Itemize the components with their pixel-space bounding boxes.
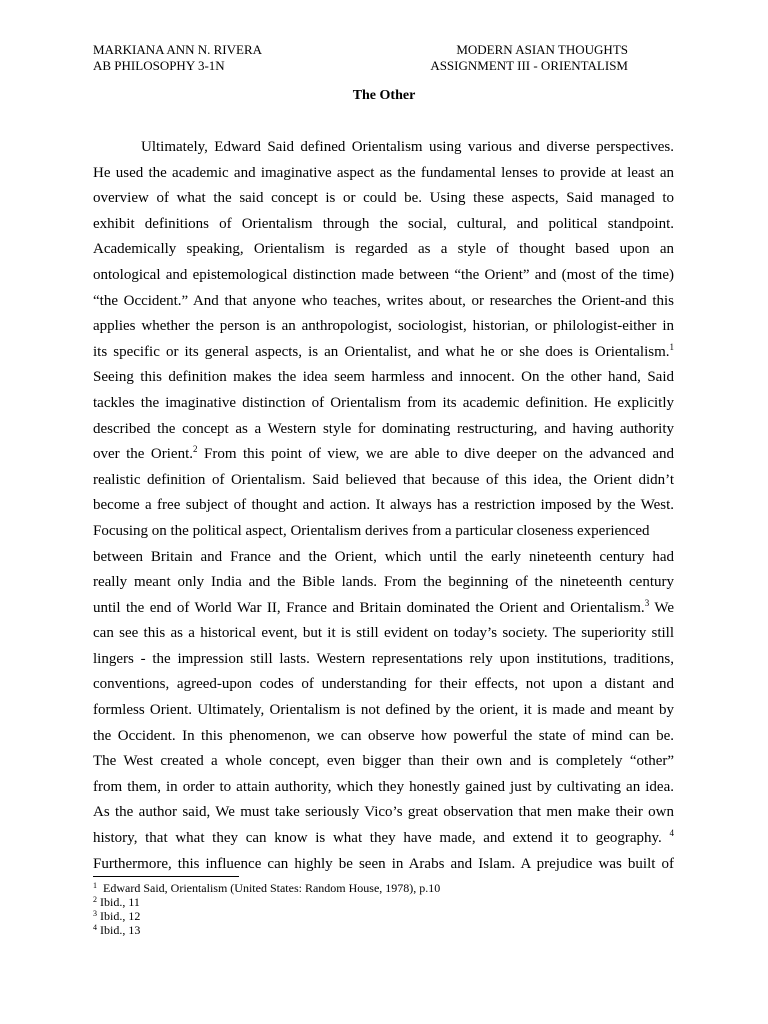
body-line: Focusing on the political aspect, Orientalism derives from a particular closeness experienced bbox=[93, 522, 650, 539]
body-line: As the author said, We must take seriously Vico’s great observation that men make their own bbox=[93, 804, 674, 821]
body-line bbox=[93, 442, 674, 468]
essay-title: The Other bbox=[352, 88, 416, 103]
body-line: overview of what the said concept is or could be. Using these aspects, Said managed to bbox=[93, 190, 674, 207]
body-line: Academically speaking, Orientalism is regarded as a style of thought based upon an bbox=[93, 241, 674, 258]
body-line-text: history, that what they can know is what they have made, and extend it to geography. bbox=[93, 830, 662, 847]
student-section: AB PHILOSOPHY 3-1N bbox=[93, 58, 225, 73]
footnote-text: Edward Said, Orientalism (United States: Random House, 1978), p.10 bbox=[97, 881, 441, 895]
author-name: MARKIANA ANN N. RIVERA bbox=[93, 42, 263, 57]
footnote-mark: 1 bbox=[93, 881, 97, 890]
footnote-mark: 4 bbox=[93, 923, 97, 932]
body-line: become a free subject of thought and action. It always has a restriction imposed by the West. bbox=[93, 497, 674, 514]
essay-body bbox=[93, 135, 674, 877]
body-line: He used the academic and imaginative aspect as the fundamental lenses to provide at least an bbox=[93, 164, 674, 181]
body-line: from them, in order to attain authority, which they honestly gained just by cultivating an idea. bbox=[93, 778, 674, 795]
footnote bbox=[93, 909, 440, 923]
body-line: can see this as a historical event, but it is still evident on today’s society. The superiority still bbox=[93, 625, 674, 642]
assignment-name: ASSIGNMENT III - ORIENTALISM bbox=[430, 58, 628, 73]
body-line: described the concept as a Western style for dominating restructuring, and having authority bbox=[93, 420, 674, 437]
footnote-text: Ibid., 11 bbox=[97, 895, 140, 909]
footnotes bbox=[93, 881, 440, 937]
body-line-text: From this point of view, we are able to dive deeper on the advanced and bbox=[197, 446, 674, 463]
footnote bbox=[93, 895, 440, 909]
body-line: really meant only India and the Bible lands. From the beginning of the nineteenth century bbox=[93, 574, 674, 591]
footnote-mark: 2 bbox=[93, 895, 97, 904]
body-line: The West created a whole concept, even bigger than their own and is completely “other” bbox=[93, 753, 674, 770]
body-line: Seeing this definition makes the idea seem harmless and innocent. On the other hand, Said bbox=[93, 369, 674, 386]
body-line-text: We bbox=[649, 599, 674, 616]
body-line: ontological and epistemological distinction made between “the Orient” and (most of the time) bbox=[93, 266, 674, 283]
body-line: applies whether the person is an anthropologist, sociologist, historian, or philologist-either in bbox=[93, 318, 674, 335]
body-line: tackles the imaginative distinction of Orientalism from its academic definition. He explicitly bbox=[93, 394, 674, 411]
body-line-text: until the end of World War II, France and Britain dominated the Orient and Orientalism. bbox=[93, 599, 645, 616]
footnote-ref-4: 4 bbox=[669, 828, 674, 839]
footnote-mark: 3 bbox=[93, 909, 97, 918]
document-header bbox=[93, 42, 628, 74]
body-line: realistic definition of Orientalism. Said believed that because of this idea, the Orient didn’t bbox=[93, 471, 674, 488]
body-line bbox=[93, 826, 674, 852]
body-line: Ultimately, Edward Said defined Orientalism using various and diverse perspectives. bbox=[141, 139, 674, 155]
footnote-ref-1: 1 bbox=[669, 341, 674, 352]
body-line bbox=[93, 596, 674, 622]
body-line: lingers - the impression still lasts. Western representations rely upon institutions, traditions, bbox=[93, 650, 674, 667]
body-line: formless Orient. Ultimately, Orientalism is not defined by the orient, it is made and meant by bbox=[93, 702, 674, 719]
body-line: exhibit definitions of Orientalism through the social, cultural, and political standpoint. bbox=[93, 215, 674, 232]
footnote-ref-3: 3 bbox=[644, 597, 650, 608]
footnote-text: Ibid., 12 bbox=[97, 909, 141, 923]
body-line-text: its specific or its general aspects, is an Orientalist, and what he or she does is Orientalism. bbox=[93, 343, 670, 360]
body-line: between Britain and France and the Orient, which until the early nineteenth century had bbox=[93, 548, 674, 565]
course-name: MODERN ASIAN THOUGHTS bbox=[456, 42, 628, 57]
footnote-text: Ibid., 13 bbox=[97, 923, 141, 937]
body-line-text: over the Orient. bbox=[93, 446, 194, 463]
footnote-ref-2: 2 bbox=[193, 444, 198, 455]
footnote bbox=[93, 923, 440, 937]
body-line: “the Occident.” And that anyone who teaches, writes about, or researches the Orient-and this bbox=[93, 292, 674, 309]
footnote bbox=[93, 881, 440, 895]
body-line bbox=[93, 340, 674, 366]
body-line: conventions, agreed-upon codes of understanding for their effects, not upon a distant and bbox=[93, 676, 674, 693]
body-line: the Occident. In this phenomenon, we can observe how powerful the state of mind can be. bbox=[93, 727, 674, 744]
footnote-separator bbox=[93, 876, 239, 877]
body-line: Furthermore, this influence can highly be seen in Arabs and Islam. A prejudice was built of bbox=[93, 855, 674, 872]
